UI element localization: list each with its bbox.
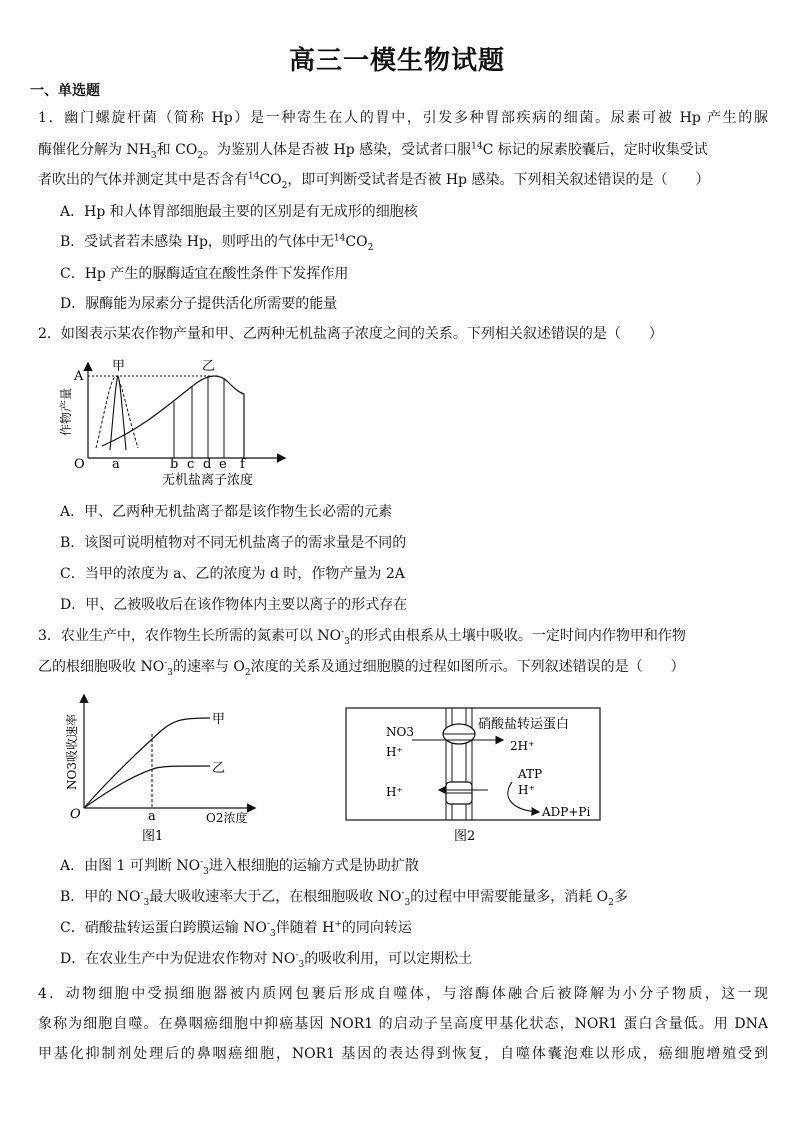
q3-text: 的速率与 O <box>172 659 245 675</box>
label-jia: 甲 <box>212 712 226 727</box>
q3-line2 <box>38 657 768 677</box>
superscript: - <box>401 888 405 899</box>
superscript: 14 <box>471 141 483 152</box>
subscript: 3 <box>344 636 350 646</box>
y-axis-label: NO3吸收速率 <box>65 714 79 790</box>
subscript: 3 <box>203 866 209 877</box>
tick-b: b <box>170 457 179 472</box>
q2-option-b[interactable]: B．该图可说明植物对不同无机盐离子的需求量是不同的 <box>60 535 407 551</box>
subscript: 3 <box>404 897 411 908</box>
superscript: - <box>164 658 168 669</box>
figure-caption: 图1 <box>142 829 164 844</box>
tick-e: e <box>219 457 227 472</box>
subscript: 2 <box>197 150 204 160</box>
q1-option-a[interactable]: A．Hp 和人体胃部细胞最主要的区别是有无成形的细胞核 <box>60 204 418 220</box>
option-text: 进入根细胞的运输方式是协助扩散 <box>208 858 419 874</box>
page-title: 高三一模生物试题 <box>288 46 505 76</box>
superscript: + <box>334 919 342 930</box>
subscript: 3 <box>298 959 305 970</box>
q3-figure2 <box>342 704 604 846</box>
superscript: - <box>295 950 299 961</box>
subscript: 2 <box>367 242 374 253</box>
tick-d: d <box>203 457 212 472</box>
q1-option-c[interactable]: C．Hp 产生的脲酶适宜在酸性条件下发挥作用 <box>60 266 349 282</box>
q1-line1: 1．幽门螺旋杆菌（简称 Hp）是一种寄生在人的胃中，引发多种胃部疾病的细菌。尿素可被 Hp 产生的脲 <box>38 110 768 126</box>
option-text: 的过程中甲需要能量多，消耗 O <box>410 889 609 905</box>
option-text: 最大吸收速率大于乙，在根细胞吸收 NO <box>149 889 402 905</box>
q3-option-d[interactable] <box>60 949 472 969</box>
x-axis-label: 无机盐离子浓度 <box>162 473 254 488</box>
no3-text: NO3 <box>386 725 414 739</box>
q1-text: 。为鉴别人体是否被 Hp 感染，受试者口服 <box>203 142 472 158</box>
subscript: 2 <box>281 180 288 190</box>
label-adp: ADP+Pi <box>542 805 591 819</box>
label-origin: O <box>70 807 81 822</box>
q3-text: 浓度的关系及通过细胞膜的过程如图所示。下列叙述错误的是（ ） <box>250 659 685 675</box>
q1-text: 者吹出的气体并测定其中是否含有 <box>38 172 248 188</box>
label-jia: 甲 <box>112 359 126 374</box>
q1-line3 <box>38 170 768 190</box>
q3-option-c[interactable] <box>60 918 412 938</box>
q4-line1: 4．动物细胞中受损细胞器被内质网包裹后形成自噬体，与溶酶体融合后被降解为小分子物质，这一现 <box>38 986 768 1002</box>
q3-text: 的形式由根系从土壤中吸收。一定时间内作物甲和作物 <box>349 628 686 644</box>
label-origin: O <box>74 457 85 472</box>
option-text: B．甲的 NO <box>60 889 141 905</box>
q2-option-a[interactable]: A．甲、乙两种无机盐离子都是该作物生长必需的元素 <box>60 504 393 520</box>
label-h-left: H⁺ <box>386 745 403 759</box>
q1-line2 <box>38 140 768 160</box>
option-text: C．硝酸盐转运蛋白跨膜运输 NO <box>60 920 267 936</box>
label-2h: 2H⁺ <box>510 739 535 753</box>
q3-option-b[interactable] <box>60 887 628 907</box>
subscript: 3 <box>150 150 157 160</box>
option-text: CO <box>345 234 368 250</box>
label-a: a <box>148 809 156 824</box>
q1-text: CO <box>259 172 282 188</box>
q1-text: 酶催化分解为 NH <box>38 142 151 158</box>
option-text: A．由图 1 可判断 NO <box>60 858 201 874</box>
x-axis-label: O2浓度 <box>206 811 248 825</box>
superscript: - <box>200 857 204 868</box>
q2-option-d[interactable]: D．甲、乙被吸收后在该作物体内主要以离子的形式存在 <box>60 597 408 613</box>
label-no3 <box>386 725 414 739</box>
q3-option-a[interactable] <box>60 856 419 876</box>
y-axis-label: 作物产量 <box>59 387 73 436</box>
label-h-inside: H⁺ <box>518 783 535 797</box>
subscript: 3 <box>143 897 150 908</box>
q4-line3: 甲基化抑制剂处理后的鼻咽癌细胞，NOR1 基因的表达得到恢复，自噬体囊泡难以形成，癌细胞增殖受到 <box>38 1046 768 1062</box>
superscript: 14 <box>248 171 260 182</box>
superscript: 14 <box>333 233 346 244</box>
option-text: 的同向转运 <box>341 920 412 936</box>
subscript: 2 <box>244 667 251 677</box>
q1-option-d[interactable]: D．脲酶能为尿素分子提供活化所需要的能量 <box>60 296 338 312</box>
q2-option-c[interactable]: C．当甲的浓度为 a、乙的浓度为 d 时，作物产量为 2A <box>60 566 405 582</box>
q4-line2: 象称为细胞自噬。在鼻咽癌细胞中抑癌基因 NOR1 的启动子呈高度甲基化状态，NOR1 蛋白含量低。用 DNA <box>38 1016 768 1032</box>
q2-stem: 2．如图表示某农作物产量和甲、乙两种无机盐离子浓度之间的关系。下列相关叙述错误的是（ ） <box>38 326 663 342</box>
q1-text: C 标记的尿素胶囊后，定时收集受试 <box>482 142 708 158</box>
superscript: - <box>341 627 345 638</box>
label-yi: 乙 <box>202 359 216 374</box>
superscript: - <box>266 919 270 930</box>
option-text: 伴随着 H <box>275 920 335 936</box>
label-atp: ATP <box>518 767 543 781</box>
option-text: 多 <box>613 889 628 905</box>
label-h-outside: H⁺ <box>386 785 403 799</box>
tick-f: f <box>240 457 245 472</box>
option-text: 的吸收利用，可以定期松土 <box>304 951 473 967</box>
q1-text: ，即可判断受试者是否被 Hp 感染。下列相关叙述错误的是（ ） <box>287 172 710 188</box>
figure-caption: 图2 <box>454 829 476 844</box>
subscript: 2 <box>608 897 614 908</box>
q3-text: 乙的根细胞吸收 NO <box>38 659 165 675</box>
subscript: 3 <box>167 667 173 677</box>
label-transporter: 硝酸盐转运蛋白 <box>478 717 570 732</box>
section-heading: 一、单选题 <box>30 83 100 99</box>
q3-text: 3．农业生产中，农作物生长所需的氮素可以 NO <box>38 628 342 644</box>
jia-dashed-curve <box>96 376 138 448</box>
label-A: A <box>74 369 84 384</box>
superscript: - <box>140 888 144 899</box>
q3-figure1 <box>62 690 262 844</box>
q2-figure <box>58 356 288 490</box>
label-a: a <box>112 457 120 472</box>
q1-option-b[interactable] <box>60 232 373 252</box>
q3-line1 <box>38 626 768 646</box>
label-yi: 乙 <box>212 761 226 776</box>
option-text: D．在农业生产中为促进农作物对 NO <box>60 951 296 967</box>
tick-c: c <box>187 457 195 472</box>
q1-text: 和 CO <box>156 142 198 158</box>
option-text: B．受试者若未感染 Hp，则呼出的气体中无 <box>60 234 334 250</box>
subscript: 3 <box>269 928 276 939</box>
